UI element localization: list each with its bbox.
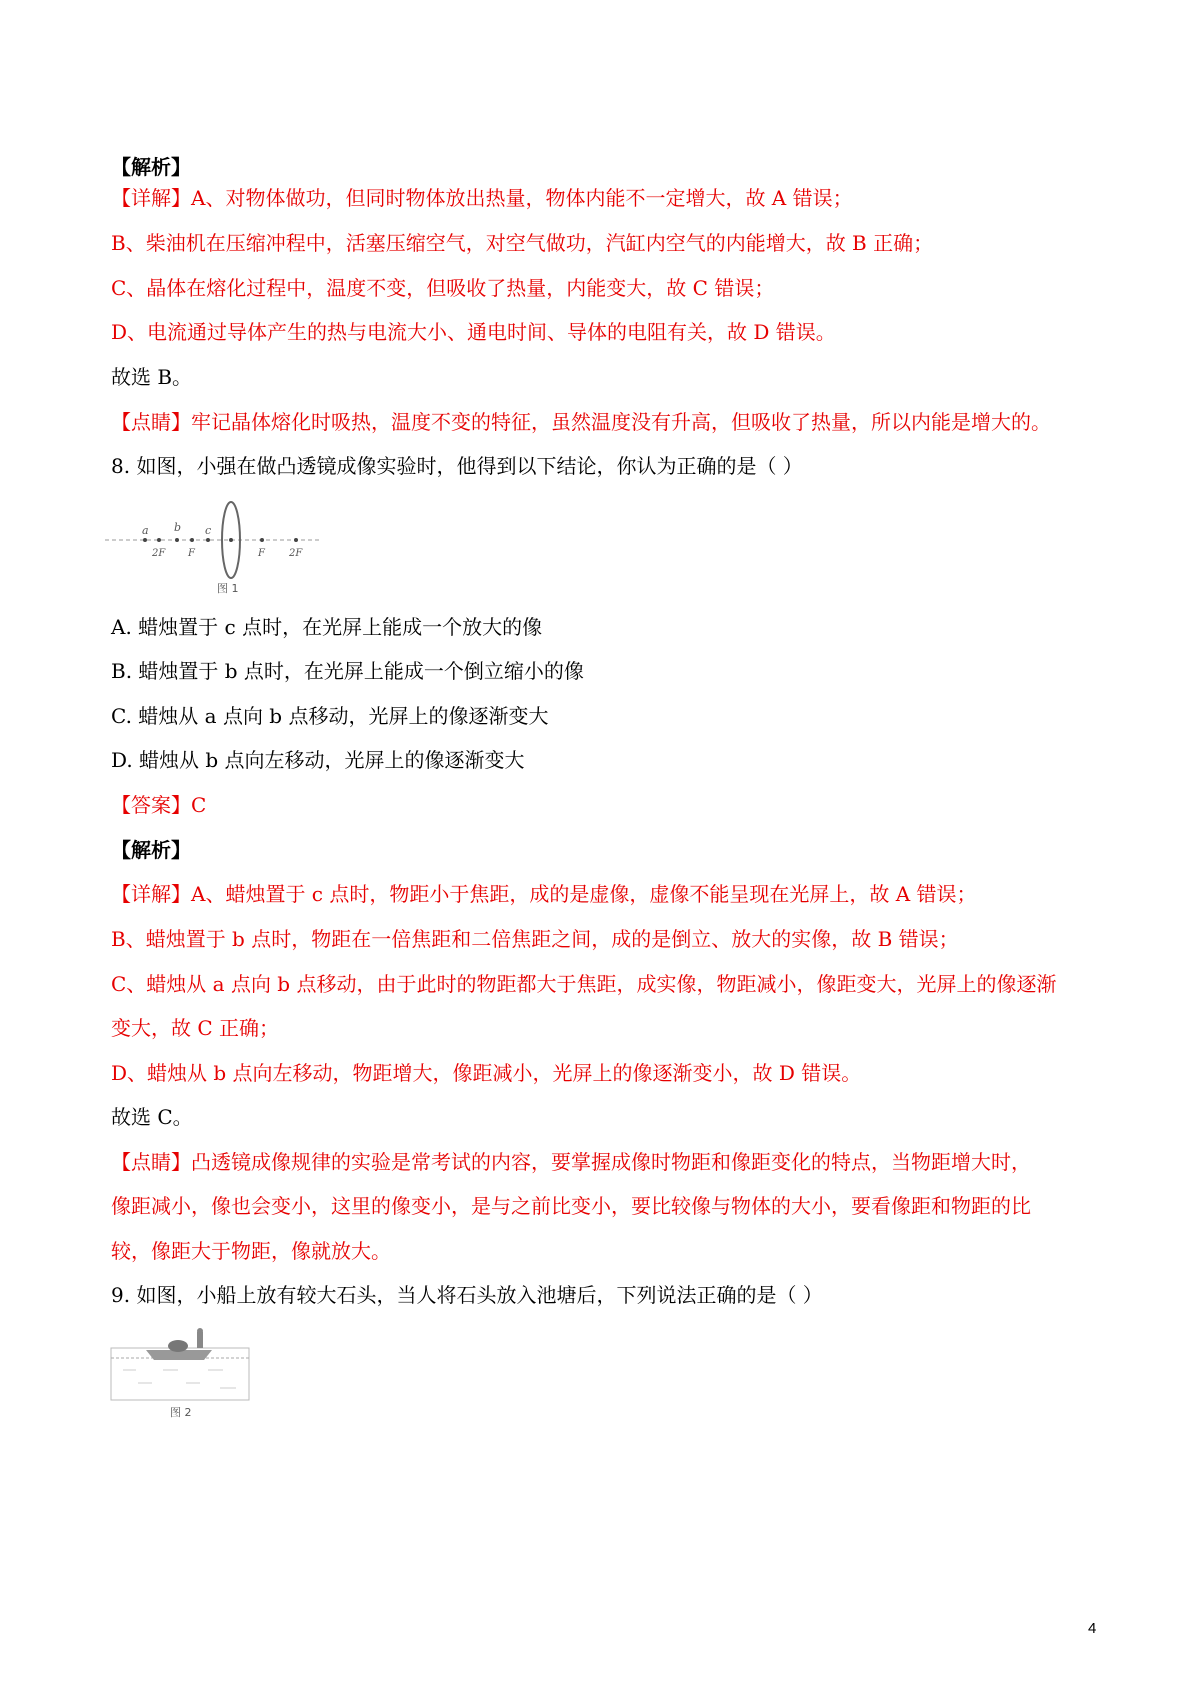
- option-a: A. 蜡烛置于 c 点时，在光屏上能成一个放大的像: [111, 615, 543, 639]
- question-8: 8. 如图，小强在做凸透镜成像实验时，他得到以下结论，你认为正确的是（ ）: [111, 454, 803, 478]
- detail-line-3: C、晶体在熔化过程中，温度不变，但吸收了热量，内能变大，故 C 错误；: [111, 276, 775, 300]
- detail-line-5: 【详解】A、蜡烛置于 c 点时，物距小于焦距，成的是虚像，虚像不能呈现在光屏上，故 A 错误；: [111, 882, 977, 906]
- figure1-caption: 图 1: [217, 582, 239, 595]
- detail-line-4: D、电流通过导体产生的热与电流大小、通电时间、导体的电阻有关，故 D 错误。: [111, 320, 836, 344]
- page-number: 4: [1088, 1620, 1097, 1637]
- detail-line-6: B、蜡烛置于 b 点时，物距在一倍焦距和二倍焦距之间，成的是倒立、放大的实像，故 B 错误；: [111, 927, 959, 951]
- choice-line-2: 故选 C。: [111, 1105, 193, 1129]
- label-f-right: F: [258, 548, 265, 559]
- label-b: b: [174, 521, 182, 534]
- remark-line-1: 【点睛】牢记晶体熔化时吸热，温度不变的特征，虽然温度没有升高，但吸收了热量，所以内能是增大的。: [111, 410, 1051, 434]
- remark-line-3: 像距减小，像也会变小，这里的像变小，是与之前比变小，要比较像与物体的大小，要看像距和物距的比: [111, 1194, 1031, 1218]
- option-b: B. 蜡烛置于 b 点时，在光屏上能成一个倒立缩小的像: [111, 659, 584, 683]
- analysis-heading-2: 【解析】: [111, 838, 191, 862]
- analysis-heading-1: 【解析】: [111, 155, 191, 179]
- detail-line-2: B、柴油机在压缩冲程中，活塞压缩空气，对空气做功，汽缸内空气的内能增大，故 B 正确；: [111, 231, 934, 255]
- label-c: c: [205, 524, 212, 537]
- stone-shape: [168, 1340, 188, 1352]
- lens-diagram-figure: [105, 498, 320, 598]
- person-body: [197, 1332, 203, 1348]
- point-f-left-dot: [190, 538, 194, 542]
- point-a-dot: [143, 538, 147, 542]
- point-c-dot: [206, 538, 210, 542]
- option-c: C. 蜡烛从 a 点向 b 点移动，光屏上的像逐渐变大: [111, 704, 549, 728]
- remark-line-4: 较，像距大于物距，像就放大。: [111, 1239, 391, 1263]
- remark-line-2: 【点睛】凸透镜成像规律的实验是常考试的内容，要掌握成像时物距和像距变化的特点，当物距增大时，: [111, 1150, 1031, 1174]
- detail-line-1: 【详解】A、对物体做功，但同时物体放出热量，物体内能不一定增大，故 A 错误；: [111, 186, 853, 210]
- label-2f-left: 2F: [152, 548, 166, 559]
- person-head: [197, 1328, 203, 1334]
- label-f-left: F: [188, 548, 195, 559]
- label-a: a: [142, 524, 149, 537]
- detail-line-9: D、蜡烛从 b 点向左移动，物距增大，像距减小，光屏上的像逐渐变小，故 D 错误。: [111, 1061, 862, 1085]
- point-2f-right-dot: [294, 538, 298, 542]
- answer-line: 【答案】C: [111, 793, 207, 817]
- option-d: D. 蜡烛从 b 点向左移动，光屏上的像逐渐变大: [111, 748, 525, 772]
- label-2f-right: 2F: [289, 548, 303, 559]
- detail-line-8: 变大，故 C 正确；: [111, 1016, 280, 1040]
- detail-line-7: C、蜡烛从 a 点向 b 点移动，由于此时的物距都大于焦距，成实像，物距减小，像距变大，光屏上的像逐渐: [111, 972, 1057, 996]
- point-f-right-dot: [260, 538, 264, 542]
- point-2f-left-dot: [157, 538, 161, 542]
- point-b-dot: [175, 538, 179, 542]
- boat-pond-figure: [108, 1328, 253, 1423]
- lens-center-dot: [229, 538, 233, 542]
- figure2-caption: 图 2: [170, 1406, 192, 1419]
- choice-line-1: 故选 B。: [111, 365, 193, 389]
- question-9: 9. 如图，小船上放有较大石头，当人将石头放入池塘后，下列说法正确的是（ ）: [111, 1283, 823, 1307]
